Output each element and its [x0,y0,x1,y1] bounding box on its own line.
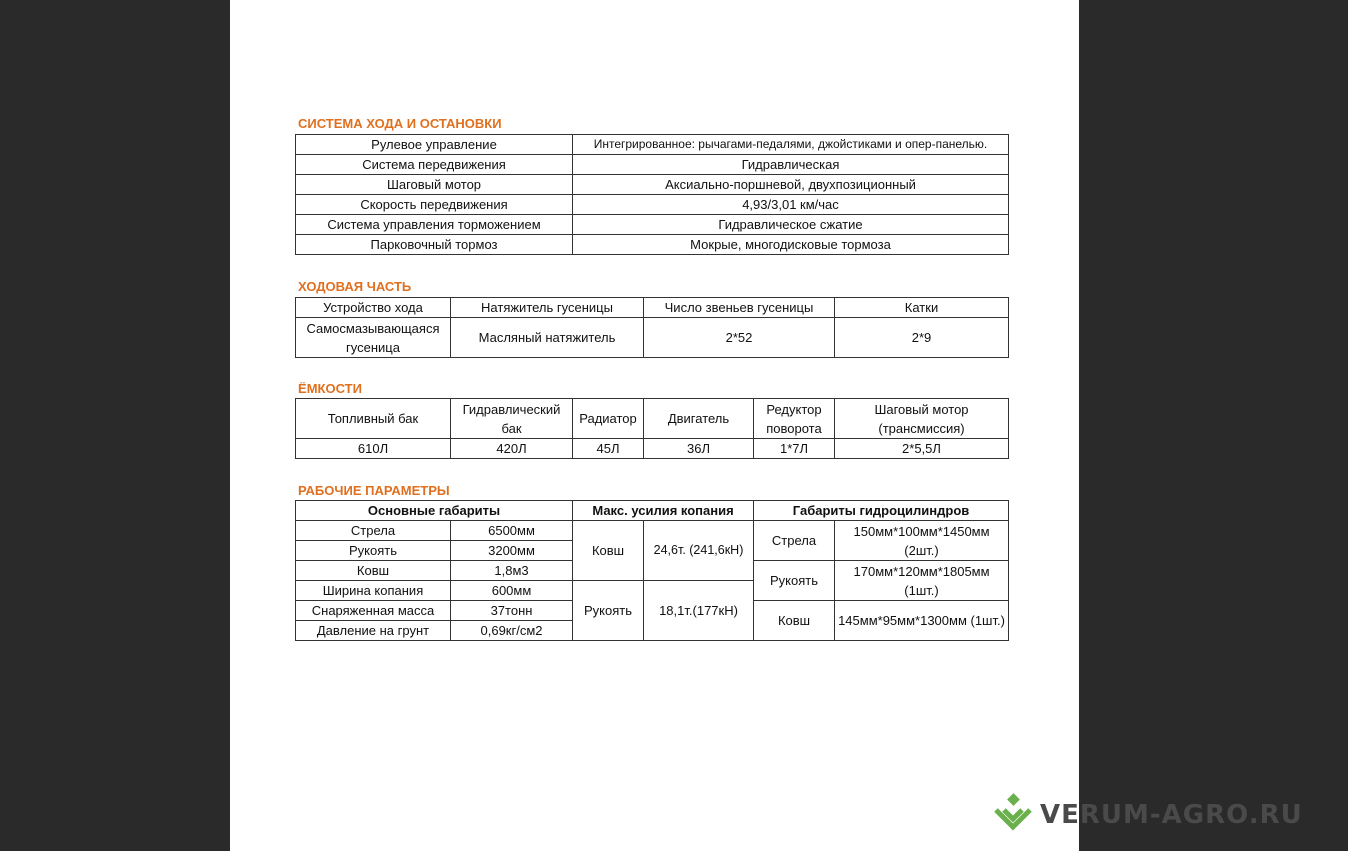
table-row [296,318,1009,358]
table-cell: Рукоять [754,561,835,601]
table-cell: Стрела [296,521,451,541]
table-cell: Скорость передвижения [296,195,573,215]
table-header-cell: Топливный бак [296,399,451,439]
watermark [992,795,1303,835]
table-cell: Ковш [296,561,451,581]
capacities-section-title: ЁМКОСТИ [298,381,362,396]
table-cell: 45Л [573,439,644,459]
table-header-row [296,501,1009,521]
table-cell: Ковш [754,601,835,641]
table-header-row [296,399,1009,439]
table-cell: Система управления торможением [296,215,573,235]
table-header-cell: Габариты гидроцилиндров [754,501,1009,521]
table-row [296,175,1009,195]
table-cell: 0,69кг/см2 [451,621,573,641]
table-cell: Интегрированное: рычагами-педалями, джойстиками и опер-панелью. [573,135,1009,155]
table-cell: 600мм [451,581,573,601]
table-cell: Рукоять [573,581,644,641]
table-row [296,521,1009,541]
table-cell: 3200мм [451,541,573,561]
table-cell: 610Л [296,439,451,459]
capacities-table [295,398,1009,459]
table-header-cell: Устройство хода [296,298,451,318]
table-header-cell: Натяжитель гусеницы [451,298,644,318]
table-cell: Аксиально-поршневой, двухпозиционный [573,175,1009,195]
table-cell: 1*7Л [754,439,835,459]
table-cell: Ширина копания [296,581,451,601]
movement-section-title: СИСТЕМА ХОДА И ОСТАНОВКИ [298,116,502,131]
table-row [296,439,1009,459]
table-cell: 150мм*100мм*1450мм (2шт.) [835,521,1009,561]
table-cell: 145мм*95мм*1300мм (1шт.) [835,601,1009,641]
table-cell: Снаряженная масса [296,601,451,621]
working-parameters-table [295,500,1009,641]
table-cell: 2*52 [644,318,835,358]
table-cell: 4,93/3,01 км/час [573,195,1009,215]
table-cell: 2*9 [835,318,1009,358]
watermark-text: VERUM-AGRO.RU [1040,800,1303,830]
table-cell: 170мм*120мм*1805мм (1шт.) [835,561,1009,601]
table-header-cell: Макс. усилия копания [573,501,754,521]
table-header-cell: Катки [835,298,1009,318]
table-cell: Самосмазывающаяся гусеница [296,318,451,358]
table-header-cell: Редуктор поворота [754,399,835,439]
table-cell: 1,8м3 [451,561,573,581]
table-cell: Мокрые, многодисковые тормоза [573,235,1009,255]
table-row [296,135,1009,155]
table-row [296,155,1009,175]
table-cell: Гидравлическое сжатие [573,215,1009,235]
undercarriage-section-title: ХОДОВАЯ ЧАСТЬ [298,279,412,294]
table-row [296,195,1009,215]
table-cell: Давление на грунт [296,621,451,641]
undercarriage-table [295,297,1009,358]
table-cell: 37тонн [451,601,573,621]
table-cell: Масляный натяжитель [451,318,644,358]
table-cell: Шаговый мотор [296,175,573,195]
table-header-cell: Шаговый мотор (трансмиссия) [835,399,1009,439]
table-cell: Рукоять [296,541,451,561]
table-cell: Ковш [573,521,644,581]
table-header-row [296,298,1009,318]
table-cell: 18,1т.(177кН) [644,581,754,641]
table-header-cell: Число звеньев гусеницы [644,298,835,318]
table-row [296,215,1009,235]
table-cell: 6500мм [451,521,573,541]
table-cell: 36Л [644,439,754,459]
table-cell: 24,6т. (241,6кН) [644,521,754,581]
table-cell: Стрела [754,521,835,561]
table-cell: Рулевое управление [296,135,573,155]
table-cell: Гидравлическая [573,155,1009,175]
diamond-logo-icon [992,792,1034,839]
table-header-cell: Радиатор [573,399,644,439]
table-cell: Парковочный тормоз [296,235,573,255]
table-header-cell: Двигатель [644,399,754,439]
table-cell: Система передвижения [296,155,573,175]
working-section-title: РАБОЧИЕ ПАРАМЕТРЫ [298,483,450,498]
movement-table [295,134,1009,255]
table-cell: 420Л [451,439,573,459]
table-header-cell: Гидравлический бак [451,399,573,439]
table-row [296,235,1009,255]
table-header-cell: Основные габариты [296,501,573,521]
table-cell: 2*5,5Л [835,439,1009,459]
